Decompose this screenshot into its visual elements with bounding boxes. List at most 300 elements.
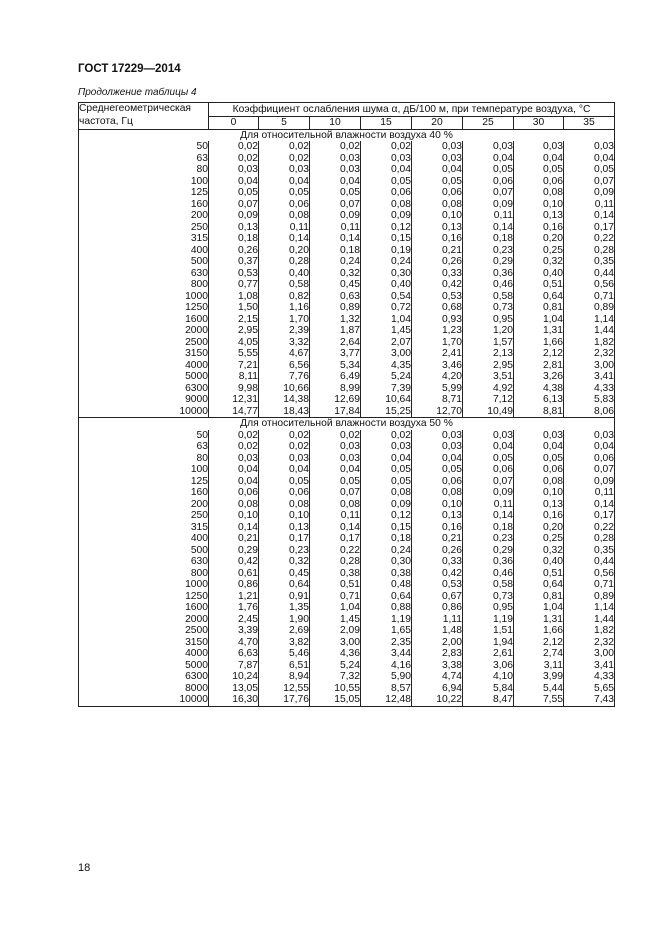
value-cell: 1,08 bbox=[209, 291, 259, 303]
value-cell: 8,06 bbox=[564, 406, 615, 418]
frequency-cell: 400 bbox=[79, 533, 209, 545]
value-cell: 0,11 bbox=[564, 487, 615, 499]
frequency-cell: 2000 bbox=[79, 325, 209, 337]
value-cell: 4,20 bbox=[412, 371, 463, 383]
value-cell: 6,13 bbox=[514, 394, 564, 406]
value-cell: 0,46 bbox=[463, 568, 514, 580]
frequency-cell: 3150 bbox=[79, 348, 209, 360]
value-cell: 0,64 bbox=[361, 591, 412, 603]
table-row bbox=[79, 602, 615, 614]
value-cell: 0,03 bbox=[412, 141, 463, 153]
table-row bbox=[79, 210, 615, 222]
value-cell: 0,03 bbox=[412, 430, 463, 442]
value-cell: 2,35 bbox=[361, 637, 412, 649]
value-cell: 5,24 bbox=[310, 660, 361, 672]
value-cell: 8,57 bbox=[361, 683, 412, 695]
frequency-cell: 10000 bbox=[79, 406, 209, 418]
value-cell: 0,05 bbox=[361, 476, 412, 488]
value-cell: 8,94 bbox=[259, 671, 310, 683]
value-cell: 0,53 bbox=[412, 579, 463, 591]
value-cell: 0,14 bbox=[463, 222, 514, 234]
value-cell: 0,32 bbox=[514, 256, 564, 268]
value-cell: 0,67 bbox=[412, 591, 463, 603]
frequency-cell: 200 bbox=[79, 499, 209, 511]
table-row bbox=[79, 256, 615, 268]
value-cell: 0,04 bbox=[564, 441, 615, 453]
value-cell: 0,02 bbox=[259, 153, 310, 165]
value-cell: 0,03 bbox=[463, 141, 514, 153]
value-cell: 0,06 bbox=[361, 187, 412, 199]
value-cell: 0,14 bbox=[259, 233, 310, 245]
frequency-cell: 160 bbox=[79, 487, 209, 499]
value-cell: 1,04 bbox=[310, 602, 361, 614]
table-row bbox=[79, 141, 615, 153]
value-cell: 8,81 bbox=[514, 406, 564, 418]
value-cell: 0,14 bbox=[209, 522, 259, 534]
table-row bbox=[79, 476, 615, 488]
frequency-cell: 160 bbox=[79, 199, 209, 211]
value-cell: 0,02 bbox=[209, 153, 259, 165]
value-cell: 0,02 bbox=[209, 430, 259, 442]
value-cell: 0,53 bbox=[412, 291, 463, 303]
value-cell: 4,67 bbox=[259, 348, 310, 360]
value-cell: 0,54 bbox=[361, 291, 412, 303]
value-cell: 6,56 bbox=[259, 360, 310, 372]
value-cell: 1,82 bbox=[564, 337, 615, 349]
frequency-cell: 10000 bbox=[79, 694, 209, 706]
value-cell: 4,35 bbox=[361, 360, 412, 372]
value-cell: 0,04 bbox=[564, 153, 615, 165]
value-cell: 0,03 bbox=[259, 164, 310, 176]
value-cell: 1,14 bbox=[564, 314, 615, 326]
value-cell: 0,13 bbox=[514, 499, 564, 511]
value-cell: 5,44 bbox=[514, 683, 564, 695]
value-cell: 1,20 bbox=[463, 325, 514, 337]
value-cell: 10,66 bbox=[259, 383, 310, 395]
value-cell: 3,00 bbox=[361, 348, 412, 360]
value-cell: 3,41 bbox=[564, 660, 615, 672]
value-cell: 0,21 bbox=[412, 533, 463, 545]
value-cell: 1,44 bbox=[564, 325, 615, 337]
page-number: 18 bbox=[78, 862, 91, 874]
value-cell: 17,76 bbox=[259, 694, 310, 706]
frequency-cell: 125 bbox=[79, 476, 209, 488]
value-cell: 0,32 bbox=[310, 268, 361, 280]
value-cell: 0,09 bbox=[361, 210, 412, 222]
value-cell: 0,89 bbox=[564, 591, 615, 603]
value-cell: 0,26 bbox=[412, 545, 463, 557]
table-row bbox=[79, 453, 615, 465]
value-cell: 2,13 bbox=[463, 348, 514, 360]
value-cell: 10,24 bbox=[209, 671, 259, 683]
value-cell: 0,05 bbox=[463, 164, 514, 176]
value-cell: 0,05 bbox=[259, 476, 310, 488]
value-cell: 0,71 bbox=[564, 579, 615, 591]
value-cell: 7,55 bbox=[514, 694, 564, 706]
value-cell: 0,08 bbox=[209, 499, 259, 511]
value-cell: 3,77 bbox=[310, 348, 361, 360]
value-cell: 3,41 bbox=[564, 371, 615, 383]
value-cell: 0,02 bbox=[259, 141, 310, 153]
value-cell: 1,44 bbox=[564, 614, 615, 626]
value-cell: 0,42 bbox=[412, 279, 463, 291]
value-cell: 0,58 bbox=[463, 579, 514, 591]
value-cell: 0,20 bbox=[259, 245, 310, 257]
value-cell: 1,35 bbox=[259, 602, 310, 614]
value-cell: 1,14 bbox=[564, 602, 615, 614]
value-cell: 3,32 bbox=[259, 337, 310, 349]
frequency-cell: 3150 bbox=[79, 637, 209, 649]
value-cell: 5,99 bbox=[412, 383, 463, 395]
table-row bbox=[79, 187, 615, 199]
value-cell: 1,31 bbox=[514, 614, 564, 626]
value-cell: 0,03 bbox=[412, 153, 463, 165]
value-cell: 0,44 bbox=[564, 556, 615, 568]
table-row bbox=[79, 637, 615, 649]
value-cell: 2,00 bbox=[412, 637, 463, 649]
temperature-header: 0 bbox=[209, 117, 259, 130]
value-cell: 0,04 bbox=[361, 164, 412, 176]
table-row bbox=[79, 371, 615, 383]
value-cell: 0,05 bbox=[412, 176, 463, 188]
temperature-header: 5 bbox=[259, 117, 310, 130]
value-cell: 0,05 bbox=[463, 453, 514, 465]
value-cell: 0,06 bbox=[209, 487, 259, 499]
value-cell: 0,09 bbox=[564, 476, 615, 488]
value-cell: 0,28 bbox=[310, 556, 361, 568]
value-cell: 0,12 bbox=[361, 510, 412, 522]
table-row bbox=[79, 337, 615, 349]
frequency-cell: 1600 bbox=[79, 602, 209, 614]
value-cell: 0,12 bbox=[361, 222, 412, 234]
value-cell: 2,32 bbox=[564, 348, 615, 360]
value-cell: 15,25 bbox=[361, 406, 412, 418]
value-cell: 0,09 bbox=[310, 210, 361, 222]
value-cell: 0,04 bbox=[209, 464, 259, 476]
value-cell: 4,70 bbox=[209, 637, 259, 649]
value-cell: 1,16 bbox=[259, 302, 310, 314]
value-cell: 0,86 bbox=[412, 602, 463, 614]
value-cell: 8,71 bbox=[412, 394, 463, 406]
frequency-cell: 5000 bbox=[79, 371, 209, 383]
frequency-header-line2: частота, Гц bbox=[79, 115, 133, 127]
value-cell: 0,02 bbox=[209, 441, 259, 453]
value-cell: 0,10 bbox=[209, 510, 259, 522]
value-cell: 0,40 bbox=[361, 279, 412, 291]
value-cell: 0,82 bbox=[259, 291, 310, 303]
frequency-cell: 80 bbox=[79, 164, 209, 176]
value-cell: 0,03 bbox=[209, 453, 259, 465]
value-cell: 0,46 bbox=[463, 279, 514, 291]
value-cell: 2,12 bbox=[514, 348, 564, 360]
value-cell: 0,51 bbox=[514, 568, 564, 580]
value-cell: 0,04 bbox=[259, 464, 310, 476]
value-cell: 0,73 bbox=[463, 591, 514, 603]
table-row bbox=[79, 394, 615, 406]
table-row bbox=[79, 510, 615, 522]
table-row bbox=[79, 625, 615, 637]
table-row bbox=[79, 199, 615, 211]
temperature-header: 15 bbox=[361, 117, 412, 130]
table-row bbox=[79, 648, 615, 660]
value-cell: 4,33 bbox=[564, 383, 615, 395]
value-cell: 0,03 bbox=[310, 153, 361, 165]
value-cell: 0,09 bbox=[209, 210, 259, 222]
value-cell: 0,05 bbox=[514, 453, 564, 465]
value-cell: 0,13 bbox=[412, 510, 463, 522]
value-cell: 0,14 bbox=[564, 210, 615, 222]
value-cell: 0,04 bbox=[412, 453, 463, 465]
value-cell: 0,81 bbox=[514, 302, 564, 314]
value-cell: 0,40 bbox=[514, 556, 564, 568]
frequency-cell: 1000 bbox=[79, 291, 209, 303]
value-cell: 0,04 bbox=[310, 176, 361, 188]
value-cell: 0,36 bbox=[463, 556, 514, 568]
table-body bbox=[79, 129, 615, 706]
value-cell: 3,00 bbox=[310, 637, 361, 649]
value-cell: 0,07 bbox=[564, 464, 615, 476]
value-cell: 0,06 bbox=[564, 453, 615, 465]
value-cell: 0,17 bbox=[564, 222, 615, 234]
value-cell: 1,87 bbox=[310, 325, 361, 337]
value-cell: 0,04 bbox=[259, 176, 310, 188]
value-cell: 0,68 bbox=[412, 302, 463, 314]
table-row bbox=[79, 164, 615, 176]
value-cell: 3,00 bbox=[564, 360, 615, 372]
value-cell: 0,03 bbox=[412, 441, 463, 453]
value-cell: 0,33 bbox=[412, 268, 463, 280]
value-cell: 4,36 bbox=[310, 648, 361, 660]
table-row bbox=[79, 683, 615, 695]
value-cell: 0,18 bbox=[310, 245, 361, 257]
value-cell: 0,05 bbox=[564, 164, 615, 176]
value-cell: 12,31 bbox=[209, 394, 259, 406]
frequency-cell: 630 bbox=[79, 556, 209, 568]
table-row bbox=[79, 568, 615, 580]
value-cell: 0,03 bbox=[310, 453, 361, 465]
value-cell: 0,22 bbox=[564, 233, 615, 245]
value-cell: 0,06 bbox=[259, 199, 310, 211]
temperature-header: 35 bbox=[564, 117, 615, 130]
value-cell: 0,38 bbox=[361, 568, 412, 580]
frequency-cell: 2500 bbox=[79, 625, 209, 637]
value-cell: 0,20 bbox=[514, 522, 564, 534]
table-row bbox=[79, 591, 615, 603]
value-cell: 0,06 bbox=[514, 464, 564, 476]
value-cell: 0,14 bbox=[310, 522, 361, 534]
table-row bbox=[79, 222, 615, 234]
value-cell: 0,51 bbox=[310, 579, 361, 591]
value-cell: 0,23 bbox=[463, 533, 514, 545]
value-cell: 0,24 bbox=[361, 256, 412, 268]
frequency-cell: 800 bbox=[79, 279, 209, 291]
frequency-cell: 2000 bbox=[79, 614, 209, 626]
value-cell: 0,89 bbox=[564, 302, 615, 314]
section-title: Для относительной влажности воздуха 40 % bbox=[79, 129, 615, 141]
value-cell: 0,35 bbox=[564, 256, 615, 268]
value-cell: 0,10 bbox=[514, 487, 564, 499]
frequency-cell: 250 bbox=[79, 222, 209, 234]
value-cell: 0,06 bbox=[463, 464, 514, 476]
value-cell: 1,32 bbox=[310, 314, 361, 326]
value-cell: 14,38 bbox=[259, 394, 310, 406]
value-cell: 10,55 bbox=[310, 683, 361, 695]
frequency-cell: 1250 bbox=[79, 591, 209, 603]
value-cell: 0,56 bbox=[564, 279, 615, 291]
value-cell: 5,84 bbox=[463, 683, 514, 695]
value-cell: 0,04 bbox=[412, 164, 463, 176]
value-cell: 0,28 bbox=[259, 256, 310, 268]
frequency-cell: 9000 bbox=[79, 394, 209, 406]
frequency-cell: 5000 bbox=[79, 660, 209, 672]
value-cell: 0,81 bbox=[514, 591, 564, 603]
frequency-cell: 50 bbox=[79, 141, 209, 153]
value-cell: 0,13 bbox=[412, 222, 463, 234]
value-cell: 2,45 bbox=[209, 614, 259, 626]
value-cell: 0,13 bbox=[259, 522, 310, 534]
value-cell: 6,94 bbox=[412, 683, 463, 695]
table-row bbox=[79, 233, 615, 245]
value-cell: 0,03 bbox=[361, 153, 412, 165]
value-cell: 7,76 bbox=[259, 371, 310, 383]
value-cell: 0,04 bbox=[463, 153, 514, 165]
value-cell: 0,42 bbox=[412, 568, 463, 580]
frequency-cell: 400 bbox=[79, 245, 209, 257]
frequency-cell: 1000 bbox=[79, 579, 209, 591]
value-cell: 0,02 bbox=[310, 141, 361, 153]
value-cell: 1,21 bbox=[209, 591, 259, 603]
value-cell: 1,04 bbox=[514, 602, 564, 614]
value-cell: 2,61 bbox=[463, 648, 514, 660]
value-cell: 0,35 bbox=[564, 545, 615, 557]
value-cell: 0,11 bbox=[463, 210, 514, 222]
frequency-cell: 500 bbox=[79, 545, 209, 557]
value-cell: 1,94 bbox=[463, 637, 514, 649]
section-header-row bbox=[79, 129, 615, 141]
value-cell: 3,82 bbox=[259, 637, 310, 649]
frequency-cell: 2500 bbox=[79, 337, 209, 349]
value-cell: 0,16 bbox=[412, 522, 463, 534]
value-cell: 0,05 bbox=[259, 187, 310, 199]
frequency-cell: 315 bbox=[79, 522, 209, 534]
value-cell: 4,10 bbox=[463, 671, 514, 683]
value-cell: 1,31 bbox=[514, 325, 564, 337]
value-cell: 0,13 bbox=[514, 210, 564, 222]
value-cell: 0,04 bbox=[209, 476, 259, 488]
value-cell: 0,11 bbox=[259, 222, 310, 234]
value-cell: 0,03 bbox=[259, 453, 310, 465]
value-cell: 0,10 bbox=[412, 210, 463, 222]
value-cell: 0,21 bbox=[412, 245, 463, 257]
value-cell: 0,45 bbox=[259, 568, 310, 580]
value-cell: 0,37 bbox=[209, 256, 259, 268]
value-cell: 0,30 bbox=[361, 556, 412, 568]
value-cell: 0,45 bbox=[310, 279, 361, 291]
value-cell: 0,03 bbox=[361, 441, 412, 453]
value-cell: 3,38 bbox=[412, 660, 463, 672]
frequency-column-header bbox=[79, 103, 209, 130]
value-cell: 5,24 bbox=[361, 371, 412, 383]
value-cell: 12,48 bbox=[361, 694, 412, 706]
value-cell: 0,03 bbox=[514, 430, 564, 442]
table-row bbox=[79, 348, 615, 360]
value-cell: 0,16 bbox=[412, 233, 463, 245]
table-row bbox=[79, 430, 615, 442]
value-cell: 0,09 bbox=[361, 499, 412, 511]
value-cell: 0,02 bbox=[361, 141, 412, 153]
value-cell: 0,02 bbox=[310, 430, 361, 442]
value-cell: 0,04 bbox=[514, 153, 564, 165]
value-cell: 0,73 bbox=[463, 302, 514, 314]
value-cell: 0,22 bbox=[564, 522, 615, 534]
value-cell: 2,32 bbox=[564, 637, 615, 649]
value-cell: 0,24 bbox=[310, 256, 361, 268]
frequency-header-line1: Среднегеометрическая bbox=[79, 103, 191, 115]
table-row bbox=[79, 279, 615, 291]
value-cell: 0,93 bbox=[412, 314, 463, 326]
value-cell: 0,03 bbox=[310, 164, 361, 176]
value-cell: 0,29 bbox=[463, 256, 514, 268]
value-cell: 5,55 bbox=[209, 348, 259, 360]
frequency-cell: 6300 bbox=[79, 383, 209, 395]
value-cell: 7,43 bbox=[564, 694, 615, 706]
value-cell: 0,02 bbox=[259, 441, 310, 453]
frequency-cell: 6300 bbox=[79, 671, 209, 683]
value-cell: 10,49 bbox=[463, 406, 514, 418]
value-cell: 0,21 bbox=[209, 533, 259, 545]
table-row bbox=[79, 464, 615, 476]
value-cell: 0,40 bbox=[514, 268, 564, 280]
table-row bbox=[79, 522, 615, 534]
table-row bbox=[79, 671, 615, 683]
value-cell: 0,03 bbox=[514, 141, 564, 153]
value-cell: 2,95 bbox=[209, 325, 259, 337]
value-cell: 1,70 bbox=[259, 314, 310, 326]
value-cell: 0,03 bbox=[463, 430, 514, 442]
value-cell: 0,71 bbox=[564, 291, 615, 303]
value-cell: 3,46 bbox=[412, 360, 463, 372]
value-cell: 0,04 bbox=[310, 464, 361, 476]
frequency-cell: 63 bbox=[79, 153, 209, 165]
value-cell: 0,03 bbox=[564, 141, 615, 153]
value-cell: 1,57 bbox=[463, 337, 514, 349]
value-cell: 10,22 bbox=[412, 694, 463, 706]
value-cell: 13,05 bbox=[209, 683, 259, 695]
value-cell: 0,23 bbox=[259, 545, 310, 557]
value-cell: 4,05 bbox=[209, 337, 259, 349]
table-row bbox=[79, 660, 615, 672]
value-cell: 0,91 bbox=[259, 591, 310, 603]
value-cell: 0,03 bbox=[564, 430, 615, 442]
table-row bbox=[79, 291, 615, 303]
value-cell: 0,72 bbox=[361, 302, 412, 314]
value-cell: 1,82 bbox=[564, 625, 615, 637]
value-cell: 1,45 bbox=[361, 325, 412, 337]
value-cell: 1,90 bbox=[259, 614, 310, 626]
value-cell: 1,70 bbox=[412, 337, 463, 349]
value-cell: 0,05 bbox=[209, 187, 259, 199]
value-cell: 0,07 bbox=[463, 187, 514, 199]
value-cell: 1,04 bbox=[361, 314, 412, 326]
frequency-cell: 80 bbox=[79, 453, 209, 465]
value-cell: 0,08 bbox=[412, 199, 463, 211]
value-cell: 0,10 bbox=[412, 499, 463, 511]
value-cell: 3,51 bbox=[463, 371, 514, 383]
value-cell: 0,10 bbox=[259, 510, 310, 522]
frequency-cell: 100 bbox=[79, 176, 209, 188]
value-cell: 0,15 bbox=[361, 522, 412, 534]
value-cell: 0,05 bbox=[310, 476, 361, 488]
